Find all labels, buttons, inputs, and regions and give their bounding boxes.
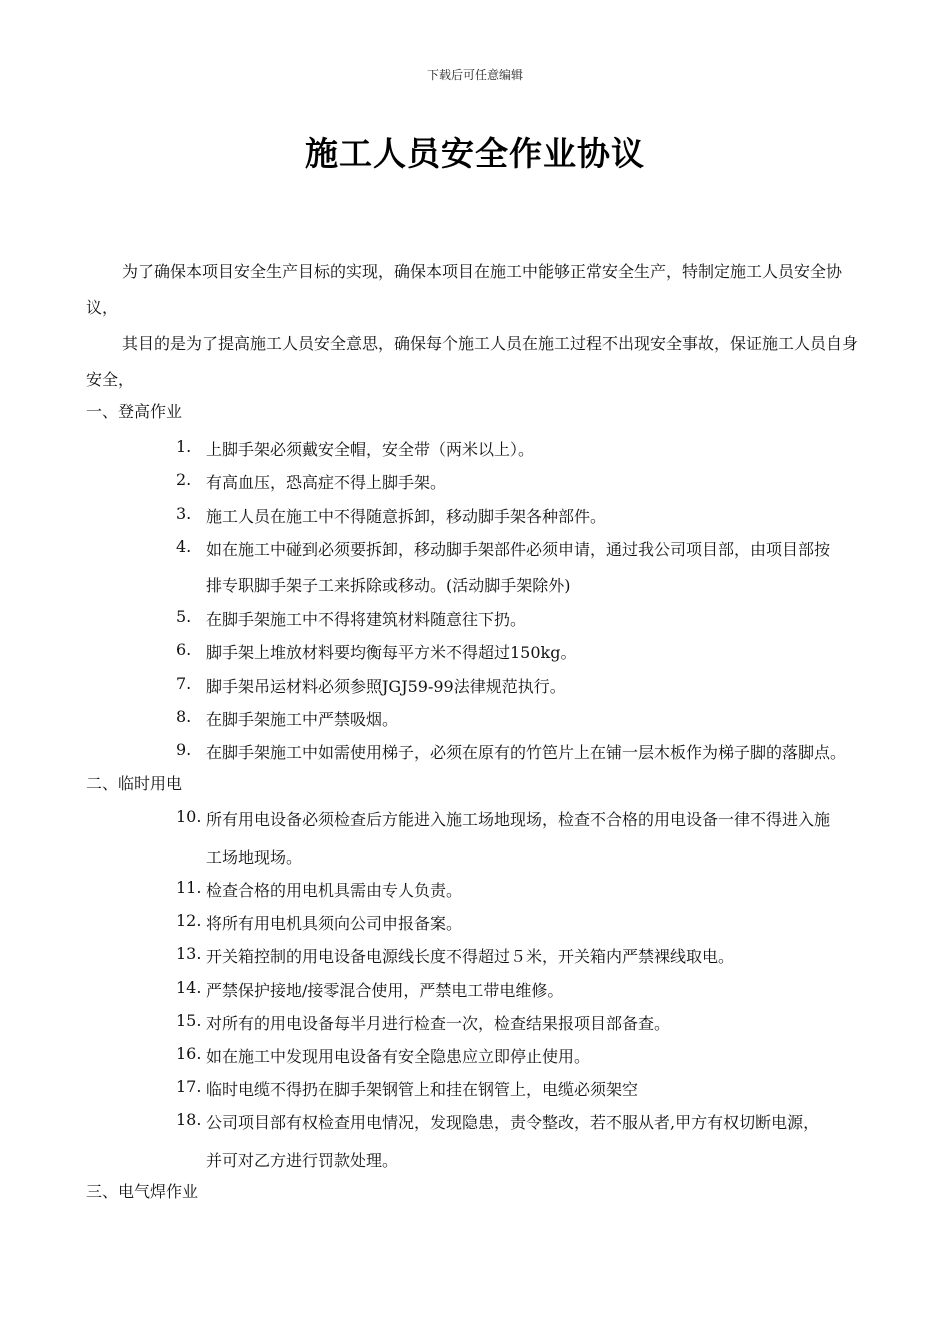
intro-paragraph-1: 为了确保本项目安全生产目标的实现，确保本项目在施工中能够正常安全生产，特制定施工人员安全协议， <box>86 262 843 317</box>
item-number: 10. <box>176 807 202 826</box>
item-number: 12. <box>176 911 202 930</box>
item-text: 脚手架上堆放材料要均衡每平方米不得超过150kg。 <box>206 643 577 662</box>
item-number: 18. <box>176 1110 202 1129</box>
item-number: 4. <box>176 537 192 556</box>
item-number: 9. <box>176 740 192 759</box>
item-text: 施工人员在施工中不得随意拆卸，移动脚手架各种部件。 <box>206 507 607 526</box>
section-heading-climbing: 一、登高作业 <box>86 402 183 421</box>
item-text: 公司项目部有权检查用电情况，发现隐患，责令整改，若不服从者,甲方有权切断电源， <box>206 1113 820 1132</box>
item-text: 在脚手架施工中不得将建筑材料随意往下扔。 <box>206 610 527 629</box>
item-text-continued: 并可对乙方进行罚款处理。 <box>206 1151 399 1170</box>
item-number: 6. <box>176 640 192 659</box>
item-number: 3. <box>176 504 192 523</box>
item-text: 如在施工中发现用电设备有安全隐患应立即停止使用。 <box>206 1047 591 1066</box>
item-text: 上脚手架必须戴安全帽，安全带（两米以上）。 <box>206 440 535 459</box>
document-title: 施工人员安全作业协议 <box>305 134 645 173</box>
item-text: 脚手架吊运材料必须参照JGJ59-99法律规范执行。 <box>206 677 566 696</box>
item-number: 5. <box>176 607 192 626</box>
item-number: 16. <box>176 1044 202 1063</box>
item-text: 临时电缆不得扔在脚手架钢管上和挂在钢管上，电缆必须架空 <box>206 1080 639 1099</box>
item-number: 17. <box>176 1077 202 1096</box>
intro-paragraph-2: 其目的是为了提高施工人员安全意思，确保每个施工人员在施工过程不出现安全事故，保证施工人员自身安全， <box>86 334 859 389</box>
item-text: 对所有的用电设备每半月进行检查一次，检查结果报项目部备查。 <box>206 1014 671 1033</box>
item-number: 11. <box>176 878 202 897</box>
item-number: 13. <box>176 944 202 963</box>
item-text: 严禁保护接地/接零混合使用，严禁电工带电维修。 <box>206 981 564 1000</box>
item-text: 检查合格的用电机具需由专人负责。 <box>206 881 463 900</box>
item-number: 8. <box>176 707 192 726</box>
item-text: 在脚手架施工中如需使用梯子，必须在原有的竹笆片上在铺一层木板作为梯子脚的落脚点。 <box>206 743 847 762</box>
item-text: 开关箱控制的用电设备电源线长度不得超过５米，开关箱内严禁裸线取电。 <box>206 947 735 966</box>
item-text: 所有用电设备必须检查后方能进入施工场地现场，检查不合格的用电设备一律不得进入施 <box>206 810 831 829</box>
item-text: 如在施工中碰到必须要拆卸，移动脚手架部件必须申请，通过我公司项目部，由项目部按 <box>206 540 831 559</box>
item-text-continued: 工场地现场。 <box>206 848 303 867</box>
item-text: 有高血压，恐高症不得上脚手架。 <box>206 473 447 492</box>
item-number: 1. <box>176 437 192 456</box>
item-text: 在脚手架施工中严禁吸烟。 <box>206 710 399 729</box>
item-number: 15. <box>176 1011 202 1030</box>
item-number: 2. <box>176 470 192 489</box>
section-heading-temporary-power: 二、临时用电 <box>86 774 183 793</box>
header-note: 下载后可任意编辑 <box>426 68 523 82</box>
item-number: 14. <box>176 978 202 997</box>
item-text-continued: 排专职脚手架子工来拆除或移动。(活动脚手架除外) <box>206 576 571 595</box>
section-heading-welding: 三、电气焊作业 <box>86 1182 199 1201</box>
item-number: 7. <box>176 674 192 693</box>
item-text: 将所有用电机具须向公司申报备案。 <box>206 914 463 933</box>
